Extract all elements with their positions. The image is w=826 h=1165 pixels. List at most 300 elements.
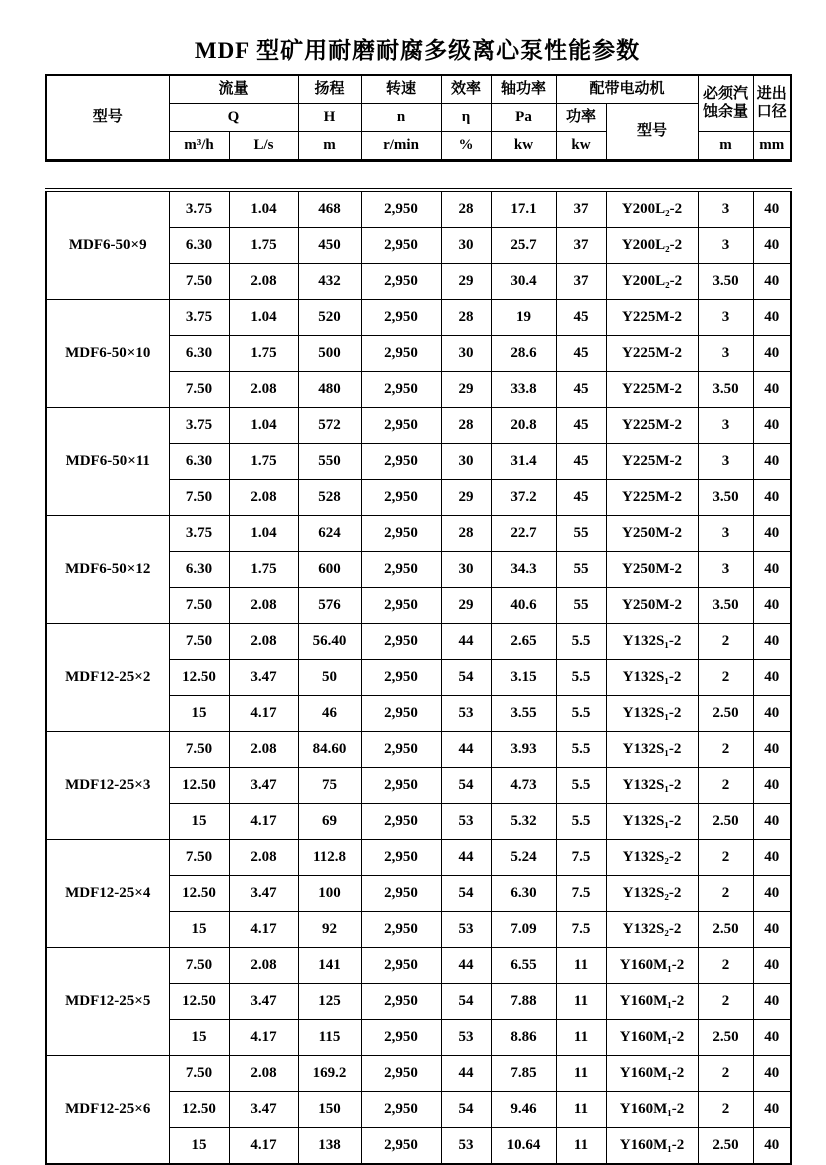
cell-port-mm: 40 bbox=[753, 1092, 791, 1128]
cell-flow-m3h: 6.30 bbox=[169, 336, 229, 372]
cell-head-m: 150 bbox=[298, 1092, 361, 1128]
cell-speed-rpm: 2,950 bbox=[361, 732, 441, 768]
cell-shaft-power-kw: 31.4 bbox=[491, 444, 556, 480]
cell-npsh-m: 2.50 bbox=[698, 1020, 753, 1056]
cell-speed-rpm: 2,950 bbox=[361, 480, 441, 516]
cell-speed-rpm: 2,950 bbox=[361, 1092, 441, 1128]
unit-npsh-m: m bbox=[698, 132, 753, 161]
cell-efficiency-pct: 54 bbox=[441, 660, 491, 696]
cell-head-m: 528 bbox=[298, 480, 361, 516]
cell-motor-model: Y132S₁-2 bbox=[606, 804, 698, 840]
cell-flow-m3h: 7.50 bbox=[169, 1056, 229, 1092]
cell-shaft-power-kw: 19 bbox=[491, 300, 556, 336]
cell-speed-rpm: 2,950 bbox=[361, 588, 441, 624]
cell-flow-ls: 4.17 bbox=[229, 1128, 298, 1165]
cell-shaft-power-kw: 5.24 bbox=[491, 840, 556, 876]
cell-motor-power-kw: 55 bbox=[556, 588, 606, 624]
col-header-flow: 流量 bbox=[169, 75, 298, 104]
cell-head-m: 84.60 bbox=[298, 732, 361, 768]
pump-model: MDF12-25×6 bbox=[46, 1056, 169, 1165]
cell-flow-ls: 1.75 bbox=[229, 336, 298, 372]
cell-shaft-power-kw: 7.09 bbox=[491, 912, 556, 948]
cell-port-mm: 40 bbox=[753, 660, 791, 696]
cell-efficiency-pct: 53 bbox=[441, 912, 491, 948]
cell-flow-m3h: 12.50 bbox=[169, 768, 229, 804]
cell-head-m: 115 bbox=[298, 1020, 361, 1056]
cell-port-mm: 40 bbox=[753, 588, 791, 624]
cell-flow-ls: 1.04 bbox=[229, 190, 298, 228]
cell-flow-m3h: 7.50 bbox=[169, 480, 229, 516]
cell-motor-power-kw: 7.5 bbox=[556, 840, 606, 876]
cell-motor-model: Y132S₁-2 bbox=[606, 732, 698, 768]
cell-motor-model: Y132S₂-2 bbox=[606, 840, 698, 876]
pump-model: MDF6-50×12 bbox=[46, 516, 169, 624]
cell-shaft-power-kw: 10.64 bbox=[491, 1128, 556, 1165]
cell-speed-rpm: 2,950 bbox=[361, 1056, 441, 1092]
cell-speed-rpm: 2,950 bbox=[361, 804, 441, 840]
cell-speed-rpm: 2,950 bbox=[361, 444, 441, 480]
unit-motor-power-kw: kw bbox=[556, 132, 606, 161]
cell-speed-rpm: 2,950 bbox=[361, 912, 441, 948]
cell-npsh-m: 3 bbox=[698, 516, 753, 552]
cell-port-mm: 40 bbox=[753, 840, 791, 876]
cell-speed-rpm: 2,950 bbox=[361, 408, 441, 444]
cell-flow-m3h: 3.75 bbox=[169, 190, 229, 228]
col-header-head: 扬程 bbox=[298, 75, 361, 104]
cell-efficiency-pct: 44 bbox=[441, 624, 491, 660]
col-header-motor: 配带电动机 bbox=[556, 75, 698, 104]
cell-flow-ls: 1.75 bbox=[229, 552, 298, 588]
cell-speed-rpm: 2,950 bbox=[361, 768, 441, 804]
cell-speed-rpm: 2,950 bbox=[361, 264, 441, 300]
col-header-shaft-power: 轴功率 bbox=[491, 75, 556, 104]
cell-npsh-m: 3.50 bbox=[698, 264, 753, 300]
table-row bbox=[46, 300, 791, 336]
cell-motor-model: Y160M₁-2 bbox=[606, 1020, 698, 1056]
cell-motor-power-kw: 5.5 bbox=[556, 696, 606, 732]
cell-motor-power-kw: 5.5 bbox=[556, 804, 606, 840]
unit-speed-rpm: r/min bbox=[361, 132, 441, 161]
cell-shaft-power-kw: 5.32 bbox=[491, 804, 556, 840]
cell-speed-rpm: 2,950 bbox=[361, 1020, 441, 1056]
cell-motor-model: Y160M₁-2 bbox=[606, 1128, 698, 1165]
cell-shaft-power-kw: 6.55 bbox=[491, 948, 556, 984]
cell-head-m: 112.8 bbox=[298, 840, 361, 876]
cell-motor-power-kw: 45 bbox=[556, 444, 606, 480]
cell-flow-ls: 2.08 bbox=[229, 624, 298, 660]
cell-motor-model: Y225M-2 bbox=[606, 444, 698, 480]
cell-speed-rpm: 2,950 bbox=[361, 190, 441, 228]
header-row-labels bbox=[46, 75, 791, 104]
cell-npsh-m: 2 bbox=[698, 1056, 753, 1092]
cell-head-m: 125 bbox=[298, 984, 361, 1020]
cell-head-m: 46 bbox=[298, 696, 361, 732]
cell-speed-rpm: 2,950 bbox=[361, 336, 441, 372]
cell-speed-rpm: 2,950 bbox=[361, 228, 441, 264]
cell-port-mm: 40 bbox=[753, 732, 791, 768]
cell-efficiency-pct: 44 bbox=[441, 732, 491, 768]
cell-shaft-power-kw: 37.2 bbox=[491, 480, 556, 516]
cell-shaft-power-kw: 8.86 bbox=[491, 1020, 556, 1056]
cell-port-mm: 40 bbox=[753, 228, 791, 264]
cell-motor-model: Y200L₂-2 bbox=[606, 264, 698, 300]
cell-motor-model: Y160M₁-2 bbox=[606, 948, 698, 984]
cell-flow-m3h: 7.50 bbox=[169, 948, 229, 984]
cell-speed-rpm: 2,950 bbox=[361, 372, 441, 408]
cell-head-m: 141 bbox=[298, 948, 361, 984]
cell-npsh-m: 2 bbox=[698, 948, 753, 984]
cell-shaft-power-kw: 4.73 bbox=[491, 768, 556, 804]
cell-port-mm: 40 bbox=[753, 408, 791, 444]
cell-port-mm: 40 bbox=[753, 912, 791, 948]
cell-head-m: 500 bbox=[298, 336, 361, 372]
cell-motor-power-kw: 11 bbox=[556, 1056, 606, 1092]
cell-port-mm: 40 bbox=[753, 624, 791, 660]
col-header-pump-model: 型号 bbox=[46, 75, 169, 161]
cell-shaft-power-kw: 20.8 bbox=[491, 408, 556, 444]
cell-speed-rpm: 2,950 bbox=[361, 660, 441, 696]
cell-flow-ls: 1.04 bbox=[229, 300, 298, 336]
spec-sheet bbox=[45, 0, 790, 1165]
cell-head-m: 572 bbox=[298, 408, 361, 444]
cell-flow-ls: 3.47 bbox=[229, 1092, 298, 1128]
spec-table-header bbox=[45, 74, 792, 162]
cell-head-m: 468 bbox=[298, 190, 361, 228]
cell-port-mm: 40 bbox=[753, 804, 791, 840]
cell-head-m: 432 bbox=[298, 264, 361, 300]
table-row bbox=[46, 948, 791, 984]
cell-npsh-m: 2 bbox=[698, 876, 753, 912]
cell-shaft-power-kw: 22.7 bbox=[491, 516, 556, 552]
cell-npsh-m: 2.50 bbox=[698, 696, 753, 732]
cell-flow-m3h: 12.50 bbox=[169, 1092, 229, 1128]
cell-flow-ls: 3.47 bbox=[229, 768, 298, 804]
unit-shaft-power-kw: kw bbox=[491, 132, 556, 161]
pump-model: MDF6-50×10 bbox=[46, 300, 169, 408]
cell-npsh-m: 2 bbox=[698, 768, 753, 804]
cell-motor-power-kw: 45 bbox=[556, 480, 606, 516]
cell-speed-rpm: 2,950 bbox=[361, 696, 441, 732]
cell-efficiency-pct: 54 bbox=[441, 768, 491, 804]
cell-shaft-power-kw: 6.30 bbox=[491, 876, 556, 912]
cell-motor-model: Y132S₁-2 bbox=[606, 696, 698, 732]
cell-motor-power-kw: 11 bbox=[556, 984, 606, 1020]
cell-efficiency-pct: 28 bbox=[441, 516, 491, 552]
cell-motor-model: Y250M-2 bbox=[606, 516, 698, 552]
cell-head-m: 75 bbox=[298, 768, 361, 804]
cell-shaft-power-kw: 7.88 bbox=[491, 984, 556, 1020]
symbol-shaft-power-pa: Pa bbox=[491, 104, 556, 132]
col-header-port: 进出口径 bbox=[753, 75, 791, 132]
cell-npsh-m: 2 bbox=[698, 1092, 753, 1128]
cell-efficiency-pct: 29 bbox=[441, 588, 491, 624]
cell-efficiency-pct: 53 bbox=[441, 696, 491, 732]
cell-motor-model: Y200L₂-2 bbox=[606, 190, 698, 228]
cell-flow-ls: 3.47 bbox=[229, 876, 298, 912]
cell-flow-m3h: 7.50 bbox=[169, 264, 229, 300]
cell-speed-rpm: 2,950 bbox=[361, 984, 441, 1020]
table-row bbox=[46, 516, 791, 552]
col-header-motor-model: 型号 bbox=[606, 104, 698, 161]
cell-efficiency-pct: 28 bbox=[441, 408, 491, 444]
cell-flow-ls: 4.17 bbox=[229, 912, 298, 948]
cell-port-mm: 40 bbox=[753, 768, 791, 804]
pump-model: MDF12-25×2 bbox=[46, 624, 169, 732]
pump-model: MDF6-50×9 bbox=[46, 190, 169, 300]
cell-flow-m3h: 3.75 bbox=[169, 516, 229, 552]
cell-speed-rpm: 2,950 bbox=[361, 948, 441, 984]
cell-npsh-m: 2 bbox=[698, 660, 753, 696]
cell-motor-power-kw: 11 bbox=[556, 948, 606, 984]
cell-motor-power-kw: 5.5 bbox=[556, 624, 606, 660]
symbol-efficiency-eta: η bbox=[441, 104, 491, 132]
cell-head-m: 50 bbox=[298, 660, 361, 696]
cell-flow-m3h: 12.50 bbox=[169, 876, 229, 912]
cell-flow-ls: 2.08 bbox=[229, 840, 298, 876]
cell-flow-m3h: 7.50 bbox=[169, 588, 229, 624]
cell-flow-ls: 2.08 bbox=[229, 588, 298, 624]
cell-shaft-power-kw: 25.7 bbox=[491, 228, 556, 264]
cell-motor-power-kw: 7.5 bbox=[556, 876, 606, 912]
cell-flow-ls: 3.47 bbox=[229, 984, 298, 1020]
cell-efficiency-pct: 44 bbox=[441, 948, 491, 984]
cell-shaft-power-kw: 28.6 bbox=[491, 336, 556, 372]
cell-npsh-m: 3 bbox=[698, 444, 753, 480]
cell-efficiency-pct: 29 bbox=[441, 480, 491, 516]
cell-flow-ls: 2.08 bbox=[229, 264, 298, 300]
cell-flow-ls: 4.17 bbox=[229, 804, 298, 840]
cell-motor-power-kw: 11 bbox=[556, 1092, 606, 1128]
pump-model: MDF6-50×11 bbox=[46, 408, 169, 516]
cell-speed-rpm: 2,950 bbox=[361, 516, 441, 552]
cell-flow-m3h: 7.50 bbox=[169, 840, 229, 876]
cell-port-mm: 40 bbox=[753, 300, 791, 336]
cell-flow-ls: 1.04 bbox=[229, 516, 298, 552]
cell-motor-power-kw: 5.5 bbox=[556, 768, 606, 804]
unit-flow-ls: L/s bbox=[229, 132, 298, 161]
cell-motor-model: Y225M-2 bbox=[606, 372, 698, 408]
cell-efficiency-pct: 28 bbox=[441, 300, 491, 336]
table-row bbox=[46, 408, 791, 444]
cell-speed-rpm: 2,950 bbox=[361, 1128, 441, 1165]
cell-motor-model: Y132S₁-2 bbox=[606, 768, 698, 804]
cell-shaft-power-kw: 33.8 bbox=[491, 372, 556, 408]
cell-head-m: 576 bbox=[298, 588, 361, 624]
cell-npsh-m: 2 bbox=[698, 624, 753, 660]
cell-port-mm: 40 bbox=[753, 1056, 791, 1092]
cell-port-mm: 40 bbox=[753, 480, 791, 516]
cell-port-mm: 40 bbox=[753, 444, 791, 480]
cell-npsh-m: 3.50 bbox=[698, 588, 753, 624]
cell-flow-ls: 1.75 bbox=[229, 444, 298, 480]
cell-port-mm: 40 bbox=[753, 372, 791, 408]
cell-npsh-m: 3 bbox=[698, 300, 753, 336]
spec-table-body bbox=[45, 188, 792, 1165]
cell-flow-m3h: 12.50 bbox=[169, 660, 229, 696]
table-row bbox=[46, 1056, 791, 1092]
cell-port-mm: 40 bbox=[753, 1128, 791, 1165]
cell-motor-power-kw: 45 bbox=[556, 336, 606, 372]
cell-motor-model: Y225M-2 bbox=[606, 408, 698, 444]
cell-flow-m3h: 6.30 bbox=[169, 444, 229, 480]
cell-port-mm: 40 bbox=[753, 984, 791, 1020]
cell-head-m: 100 bbox=[298, 876, 361, 912]
cell-flow-ls: 2.08 bbox=[229, 948, 298, 984]
cell-head-m: 480 bbox=[298, 372, 361, 408]
cell-flow-ls: 4.17 bbox=[229, 696, 298, 732]
cell-flow-m3h: 15 bbox=[169, 1128, 229, 1165]
cell-efficiency-pct: 54 bbox=[441, 984, 491, 1020]
cell-efficiency-pct: 53 bbox=[441, 804, 491, 840]
unit-flow-m3h: m³/h bbox=[169, 132, 229, 161]
cell-npsh-m: 2 bbox=[698, 840, 753, 876]
cell-head-m: 56.40 bbox=[298, 624, 361, 660]
cell-shaft-power-kw: 7.85 bbox=[491, 1056, 556, 1092]
col-header-efficiency: 效率 bbox=[441, 75, 491, 104]
cell-speed-rpm: 2,950 bbox=[361, 840, 441, 876]
cell-motor-power-kw: 37 bbox=[556, 228, 606, 264]
cell-efficiency-pct: 29 bbox=[441, 372, 491, 408]
cell-port-mm: 40 bbox=[753, 1020, 791, 1056]
cell-npsh-m: 3 bbox=[698, 408, 753, 444]
cell-flow-m3h: 7.50 bbox=[169, 732, 229, 768]
cell-flow-m3h: 15 bbox=[169, 912, 229, 948]
cell-efficiency-pct: 54 bbox=[441, 1092, 491, 1128]
col-header-speed: 转速 bbox=[361, 75, 441, 104]
cell-efficiency-pct: 53 bbox=[441, 1020, 491, 1056]
cell-motor-power-kw: 45 bbox=[556, 408, 606, 444]
cell-flow-m3h: 3.75 bbox=[169, 408, 229, 444]
cell-motor-model: Y132S₁-2 bbox=[606, 624, 698, 660]
cell-efficiency-pct: 30 bbox=[441, 228, 491, 264]
cell-port-mm: 40 bbox=[753, 264, 791, 300]
cell-shaft-power-kw: 9.46 bbox=[491, 1092, 556, 1128]
col-header-npsh: 必须汽蚀余量 bbox=[698, 75, 753, 132]
cell-port-mm: 40 bbox=[753, 948, 791, 984]
cell-speed-rpm: 2,950 bbox=[361, 552, 441, 588]
cell-flow-ls: 1.04 bbox=[229, 408, 298, 444]
cell-motor-power-kw: 5.5 bbox=[556, 660, 606, 696]
cell-npsh-m: 3 bbox=[698, 336, 753, 372]
cell-efficiency-pct: 30 bbox=[441, 552, 491, 588]
pump-model: MDF12-25×4 bbox=[46, 840, 169, 948]
cell-flow-m3h: 7.50 bbox=[169, 624, 229, 660]
cell-flow-ls: 2.08 bbox=[229, 732, 298, 768]
cell-npsh-m: 2.50 bbox=[698, 1128, 753, 1165]
symbol-head-h: H bbox=[298, 104, 361, 132]
cell-flow-ls: 2.08 bbox=[229, 480, 298, 516]
cell-motor-model: Y250M-2 bbox=[606, 588, 698, 624]
symbol-flow-q: Q bbox=[169, 104, 298, 132]
cell-head-m: 600 bbox=[298, 552, 361, 588]
col-header-motor-power: 功率 bbox=[556, 104, 606, 132]
table-row bbox=[46, 624, 791, 660]
cell-efficiency-pct: 29 bbox=[441, 264, 491, 300]
table-row bbox=[46, 840, 791, 876]
cell-port-mm: 40 bbox=[753, 876, 791, 912]
pump-table-body bbox=[46, 190, 791, 1164]
unit-port-mm: mm bbox=[753, 132, 791, 161]
cell-shaft-power-kw: 40.6 bbox=[491, 588, 556, 624]
cell-motor-power-kw: 37 bbox=[556, 190, 606, 228]
cell-flow-m3h: 15 bbox=[169, 1020, 229, 1056]
cell-motor-power-kw: 5.5 bbox=[556, 732, 606, 768]
cell-head-m: 138 bbox=[298, 1128, 361, 1165]
symbol-speed-n: n bbox=[361, 104, 441, 132]
cell-shaft-power-kw: 3.93 bbox=[491, 732, 556, 768]
cell-motor-power-kw: 55 bbox=[556, 552, 606, 588]
cell-npsh-m: 2 bbox=[698, 732, 753, 768]
cell-efficiency-pct: 54 bbox=[441, 876, 491, 912]
cell-npsh-m: 3 bbox=[698, 228, 753, 264]
cell-motor-model: Y225M-2 bbox=[606, 300, 698, 336]
cell-motor-power-kw: 37 bbox=[556, 264, 606, 300]
cell-port-mm: 40 bbox=[753, 190, 791, 228]
cell-flow-m3h: 6.30 bbox=[169, 552, 229, 588]
cell-motor-model: Y200L₂-2 bbox=[606, 228, 698, 264]
cell-shaft-power-kw: 17.1 bbox=[491, 190, 556, 228]
cell-motor-power-kw: 11 bbox=[556, 1020, 606, 1056]
cell-motor-model: Y132S₂-2 bbox=[606, 912, 698, 948]
cell-speed-rpm: 2,950 bbox=[361, 300, 441, 336]
cell-port-mm: 40 bbox=[753, 696, 791, 732]
cell-shaft-power-kw: 3.55 bbox=[491, 696, 556, 732]
cell-motor-power-kw: 45 bbox=[556, 300, 606, 336]
cell-efficiency-pct: 28 bbox=[441, 190, 491, 228]
cell-motor-model: Y132S₁-2 bbox=[606, 660, 698, 696]
cell-motor-model: Y225M-2 bbox=[606, 480, 698, 516]
cell-flow-m3h: 12.50 bbox=[169, 984, 229, 1020]
cell-head-m: 550 bbox=[298, 444, 361, 480]
cell-motor-model: Y160M₁-2 bbox=[606, 984, 698, 1020]
table-row bbox=[46, 190, 791, 228]
cell-shaft-power-kw: 2.65 bbox=[491, 624, 556, 660]
cell-npsh-m: 3.50 bbox=[698, 372, 753, 408]
cell-flow-m3h: 7.50 bbox=[169, 372, 229, 408]
cell-efficiency-pct: 44 bbox=[441, 1056, 491, 1092]
cell-shaft-power-kw: 30.4 bbox=[491, 264, 556, 300]
cell-flow-m3h: 15 bbox=[169, 804, 229, 840]
cell-motor-model: Y250M-2 bbox=[606, 552, 698, 588]
cell-head-m: 450 bbox=[298, 228, 361, 264]
cell-port-mm: 40 bbox=[753, 336, 791, 372]
cell-motor-power-kw: 11 bbox=[556, 1128, 606, 1165]
cell-speed-rpm: 2,950 bbox=[361, 876, 441, 912]
cell-motor-power-kw: 45 bbox=[556, 372, 606, 408]
cell-motor-model: Y160M₁-2 bbox=[606, 1056, 698, 1092]
cell-head-m: 169.2 bbox=[298, 1056, 361, 1092]
pump-model: MDF12-25×3 bbox=[46, 732, 169, 840]
page-title: MDF 型矿用耐磨耐腐多级离心泵性能参数 bbox=[194, 38, 641, 63]
cell-head-m: 69 bbox=[298, 804, 361, 840]
cell-flow-m3h: 3.75 bbox=[169, 300, 229, 336]
cell-motor-power-kw: 55 bbox=[556, 516, 606, 552]
cell-motor-model: Y160M₁-2 bbox=[606, 1092, 698, 1128]
cell-motor-power-kw: 7.5 bbox=[556, 912, 606, 948]
unit-head-m: m bbox=[298, 132, 361, 161]
cell-motor-model: Y225M-2 bbox=[606, 336, 698, 372]
pump-model: MDF12-25×5 bbox=[46, 948, 169, 1056]
cell-head-m: 92 bbox=[298, 912, 361, 948]
cell-npsh-m: 3 bbox=[698, 552, 753, 588]
cell-motor-model: Y132S₂-2 bbox=[606, 876, 698, 912]
cell-efficiency-pct: 30 bbox=[441, 444, 491, 480]
cell-efficiency-pct: 44 bbox=[441, 840, 491, 876]
unit-efficiency-pct: % bbox=[441, 132, 491, 161]
cell-head-m: 520 bbox=[298, 300, 361, 336]
cell-npsh-m: 2.50 bbox=[698, 912, 753, 948]
cell-port-mm: 40 bbox=[753, 516, 791, 552]
